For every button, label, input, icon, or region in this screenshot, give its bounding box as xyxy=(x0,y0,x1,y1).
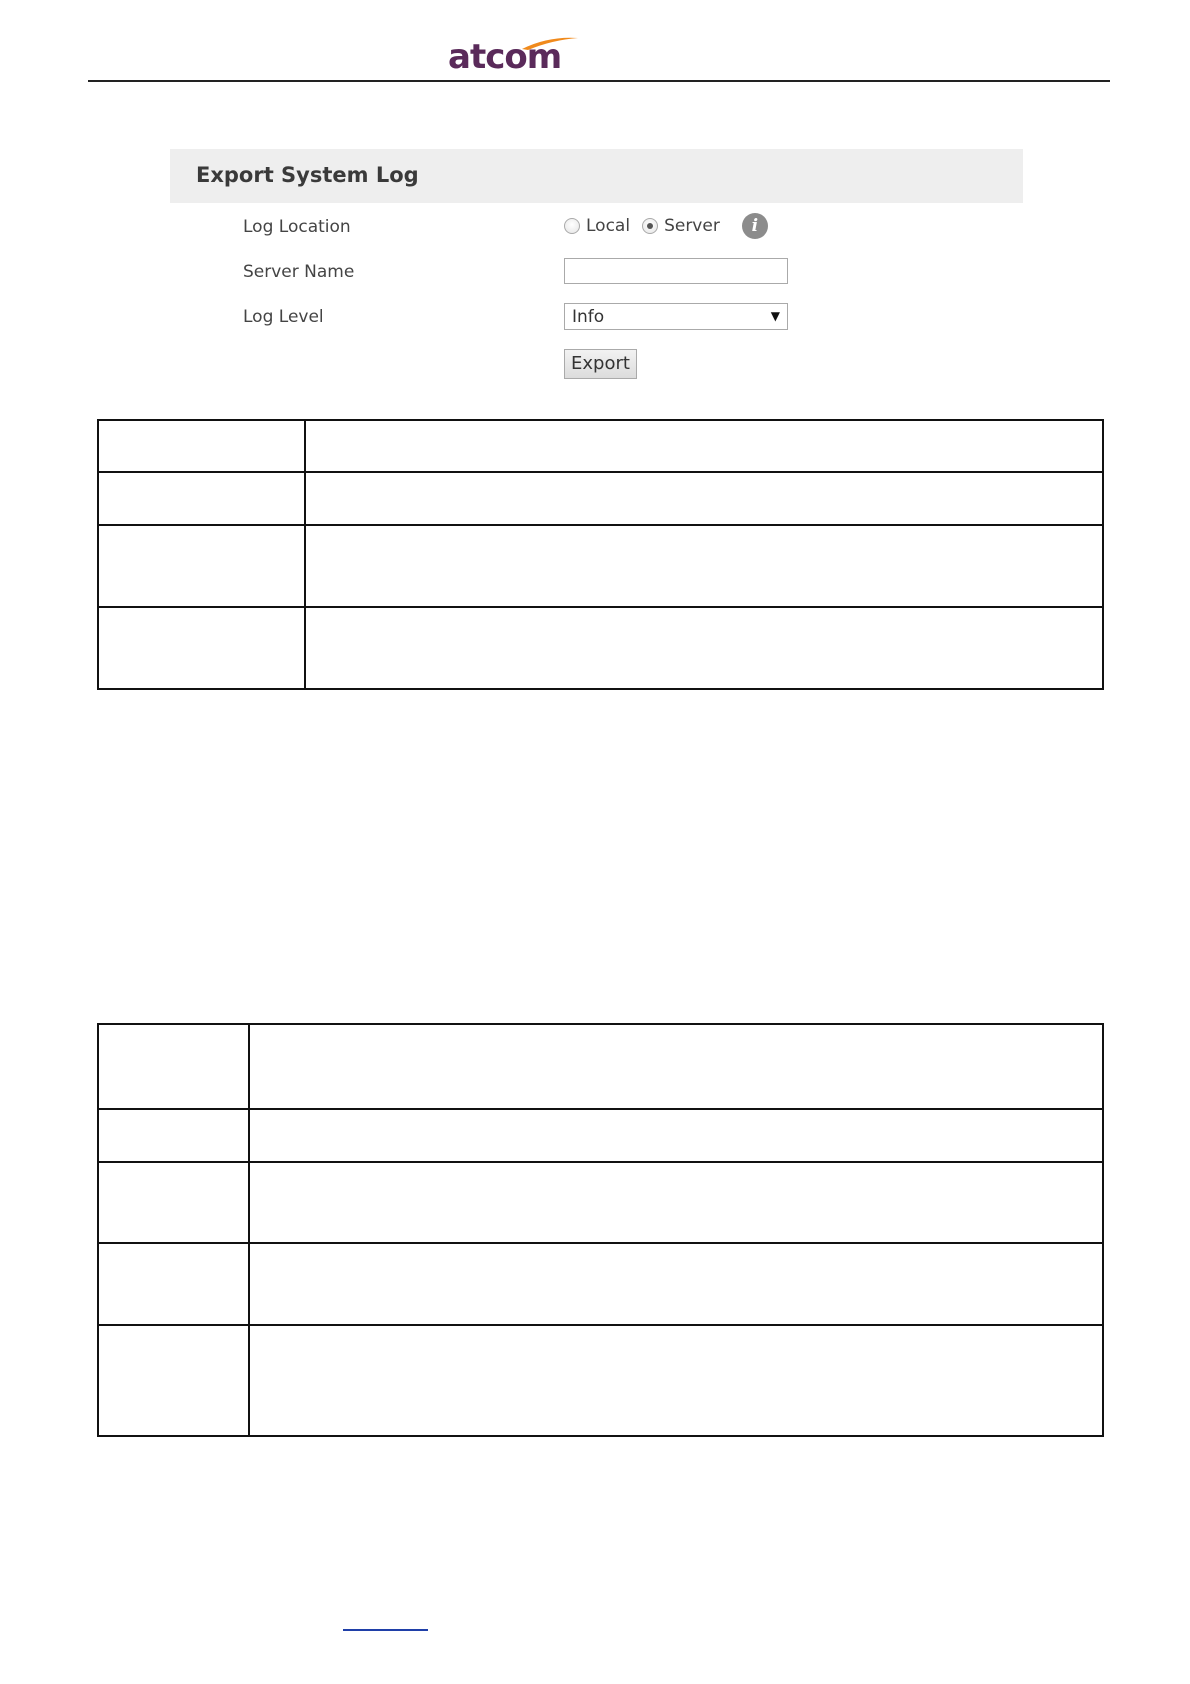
header-divider xyxy=(88,80,1110,82)
info-icon[interactable]: i xyxy=(742,213,768,239)
table-cell xyxy=(305,472,1103,525)
table-cell xyxy=(98,472,305,525)
table-cell xyxy=(98,420,305,472)
log-settings-table xyxy=(97,419,1104,690)
brand-name: atcom xyxy=(448,37,562,77)
table-row xyxy=(98,1325,1103,1436)
table-row xyxy=(98,1109,1103,1162)
server-radio-label[interactable]: Server xyxy=(664,216,720,236)
table-row xyxy=(98,420,1103,472)
local-radio[interactable] xyxy=(564,218,580,234)
table-row xyxy=(98,525,1103,607)
table-cell xyxy=(249,1243,1103,1325)
table-cell xyxy=(98,1162,249,1243)
table-cell xyxy=(98,1243,249,1325)
table-cell xyxy=(305,525,1103,607)
table-cell xyxy=(249,1325,1103,1436)
log-level-value: Info xyxy=(572,307,605,327)
table-cell xyxy=(249,1024,1103,1109)
panel-header xyxy=(170,149,1023,203)
log-level-label: Log Level xyxy=(243,307,324,327)
export-button[interactable]: Export xyxy=(564,349,637,379)
table-cell xyxy=(98,1109,249,1162)
atcom-logo xyxy=(448,36,578,76)
table-cell xyxy=(249,1109,1103,1162)
export-system-log-panel xyxy=(170,149,1023,381)
description-table xyxy=(97,1023,1104,1437)
table-row xyxy=(98,607,1103,689)
server-name-label: Server Name xyxy=(243,262,355,282)
table-cell xyxy=(98,525,305,607)
table-row xyxy=(98,472,1103,525)
table-cell xyxy=(305,607,1103,689)
server-radio[interactable] xyxy=(642,218,658,234)
table-row xyxy=(98,1243,1103,1325)
table-cell xyxy=(305,420,1103,472)
table-row xyxy=(98,1024,1103,1109)
log-location-radio-group xyxy=(564,213,768,239)
table-cell xyxy=(249,1162,1103,1243)
table-row xyxy=(98,1162,1103,1243)
table-cell xyxy=(98,1325,249,1436)
footer-link[interactable] xyxy=(343,1629,428,1631)
log-location-label: Log Location xyxy=(243,217,351,237)
server-name-input[interactable] xyxy=(564,258,788,284)
log-level-select[interactable] xyxy=(564,303,788,330)
table-cell xyxy=(98,607,305,689)
panel-title: Export System Log xyxy=(196,163,419,187)
chevron-down-icon: ▼ xyxy=(770,309,780,323)
table-cell xyxy=(98,1024,249,1109)
local-radio-label[interactable]: Local xyxy=(586,216,631,236)
